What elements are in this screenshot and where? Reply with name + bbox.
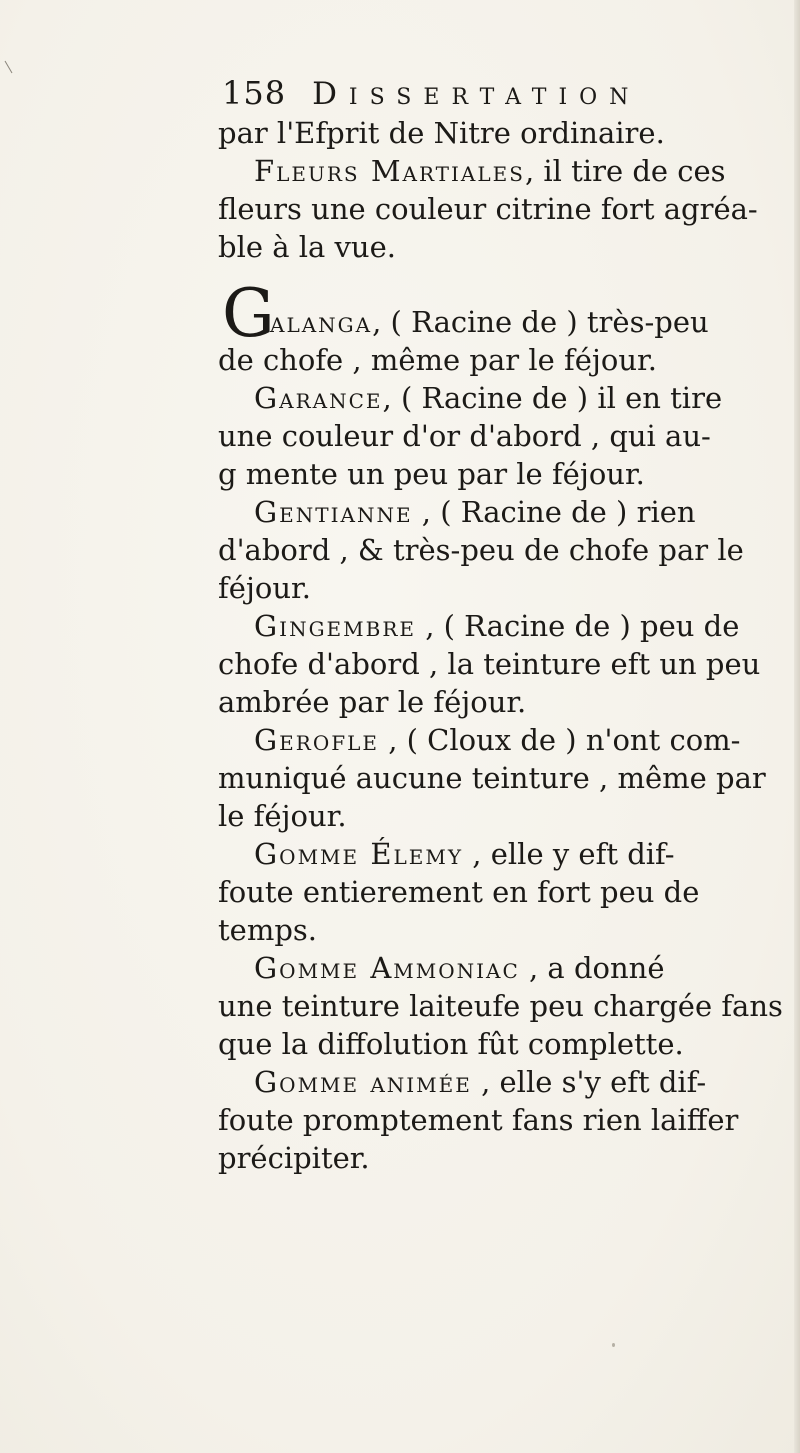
drop-cap: G — [222, 275, 275, 352]
text-line: le féjour. — [218, 799, 347, 833]
entry-heading: Gentianne — [254, 495, 413, 529]
text-line: que la diffolution fût complette. — [218, 1027, 684, 1061]
entry-heading: Gerofle — [254, 723, 379, 757]
entry-heading: Gingembre — [254, 609, 416, 643]
entry-heading: Gomme Élemy — [254, 837, 464, 871]
text-line: féjour. — [218, 571, 311, 605]
entry-heading: Gomme animée — [254, 1065, 472, 1099]
entry-gomme-animee: Gomme animée , elle s'y eft dif- — [254, 1065, 707, 1099]
entry-gomme-elemy: Gomme Élemy , elle y eft dif- — [254, 837, 675, 871]
text-line: une teinture laiteufe peu chargée fans — [218, 989, 783, 1023]
entry-gentianne: Gentianne , ( Racine de ) rien — [254, 495, 696, 529]
page-header — [222, 74, 640, 114]
margin-mark — [5, 61, 13, 74]
entry-heading: alanga — [270, 305, 373, 339]
text-line: foute entierement en fort peu de — [218, 875, 700, 909]
text-line: temps. — [218, 913, 317, 947]
paper-speck — [612, 1343, 615, 1347]
page-edge-shadow — [794, 0, 800, 1453]
text-line: chofe d'abord , la teinture eft un peu — [218, 647, 761, 681]
running-title: Dissertation — [312, 76, 641, 112]
text-line: précipiter. — [218, 1141, 370, 1175]
entry-heading: Garance — [254, 381, 383, 415]
text-line: muniqué aucune teinture , même par — [218, 761, 766, 795]
text-line: fleurs une couleur citrine fort agréa- — [218, 192, 758, 226]
entry-gerofle: Gerofle , ( Cloux de ) n'ont com- — [254, 723, 741, 757]
text-line: de chofe , même par le féjour. — [218, 343, 657, 377]
text-line: ambrée par le féjour. — [218, 685, 527, 719]
page-number: 158 — [222, 74, 287, 112]
text-line: foute promptement fans rien laiffer — [218, 1103, 739, 1137]
text-line: une couleur d'or d'abord , qui au- — [218, 419, 711, 453]
entry-galanga: G alanga, ( Racine de ) très-peu — [222, 275, 709, 352]
entry-fleurs-martiales: Fleurs Martiales, il tire de ces — [254, 154, 726, 188]
text-line: d'abord , & très-peu de chofe par le — [218, 533, 744, 567]
entry-garance: Garance, ( Racine de ) il en tire — [254, 381, 723, 415]
text-line: par l'Efprit de Nitre ordinaire. — [218, 116, 665, 150]
entry-gomme-ammoniac: Gomme Ammoniac , a donné — [254, 951, 665, 985]
text-line: g mente un peu par le féjour. — [218, 457, 645, 491]
entry-heading: Gomme Ammoniac — [254, 951, 520, 985]
section-gap — [218, 266, 763, 303]
entry-gingembre: Gingembre , ( Racine de ) peu de — [254, 609, 740, 643]
entry-heading: Fleurs Martiales — [254, 154, 525, 188]
body-text — [218, 114, 783, 1177]
text-line: ble à la vue. — [218, 230, 396, 264]
